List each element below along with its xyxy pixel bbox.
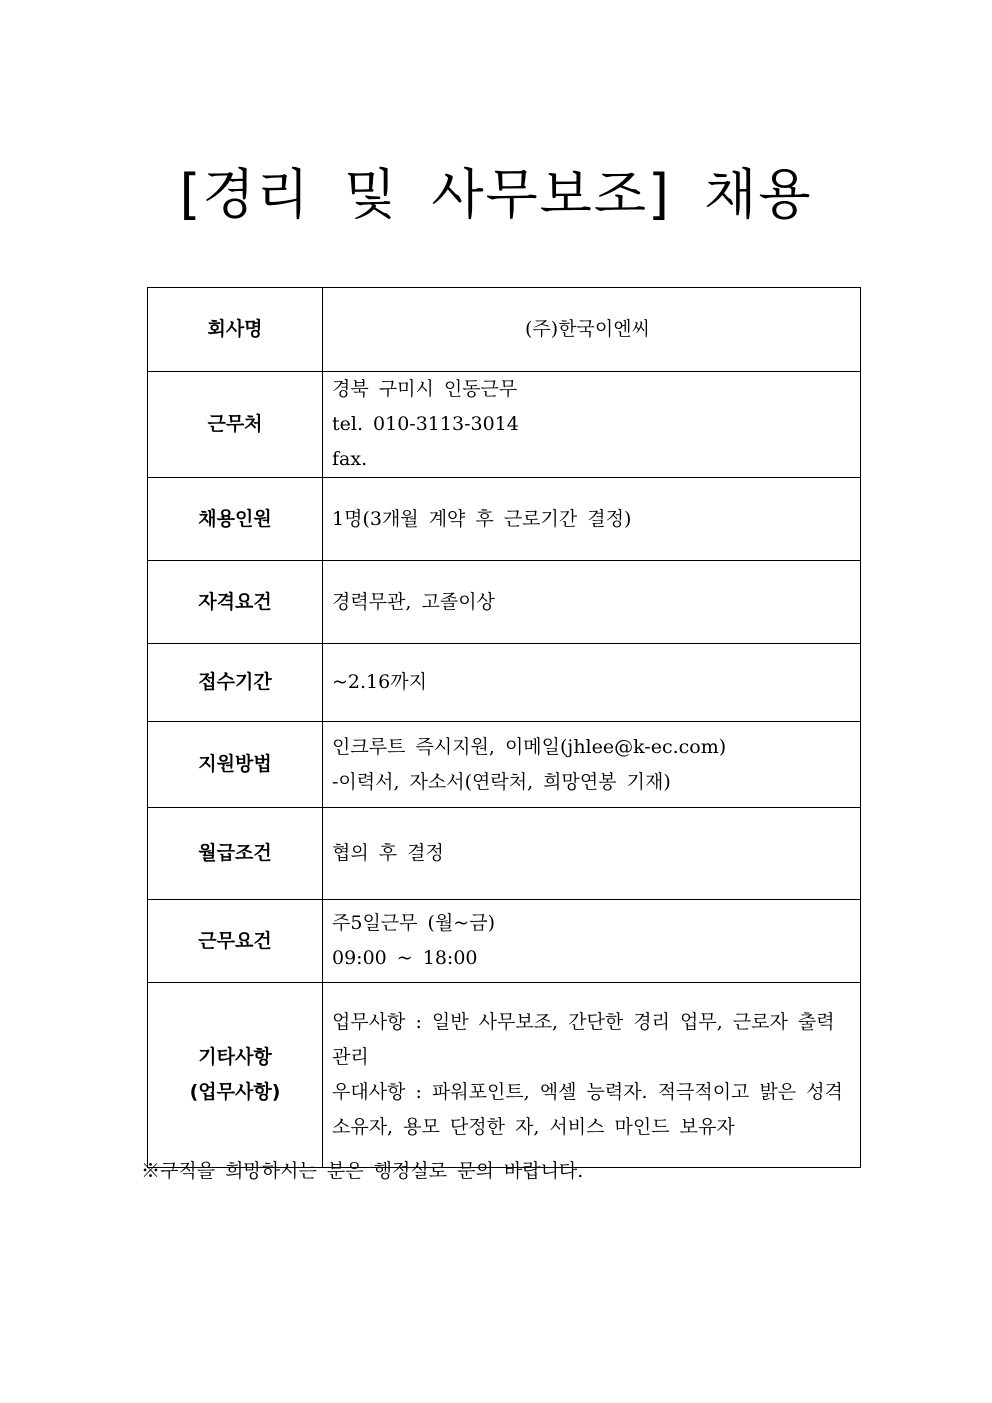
row-label-workplace: 근무처 bbox=[148, 372, 323, 478]
workplace-tel: tel. 010-3113-3014 bbox=[332, 413, 519, 435]
table-row bbox=[148, 478, 861, 561]
apply-method-line: 인크루트 즉시지원, 이메일(jhlee@k-ec.com) bbox=[332, 735, 727, 758]
row-label-qualification: 자격요건 bbox=[148, 561, 323, 644]
company-name: (주)한국이엔씨 bbox=[525, 318, 650, 340]
other-label-sub: (업무사항) bbox=[189, 1081, 281, 1103]
row-value-workplace bbox=[323, 372, 861, 478]
row-label-period: 접수기간 bbox=[148, 644, 323, 722]
page-title: [경리 및 사무보조] 채용 bbox=[179, 163, 813, 226]
row-value-salary bbox=[323, 808, 861, 900]
row-label-salary: 월급조건 bbox=[148, 808, 323, 900]
salary-text: 협의 후 결정 bbox=[332, 842, 444, 864]
duties-text: 업무사항 : 일반 사무보조, 간단한 경리 업무, 근로자 출력 관리 bbox=[332, 1011, 835, 1068]
table-row bbox=[148, 288, 861, 372]
row-value-headcount bbox=[323, 478, 861, 561]
row-label-apply-method: 지원방법 bbox=[148, 722, 323, 808]
row-value-company bbox=[323, 288, 861, 372]
qualification-text: 경력무관, 고졸이상 bbox=[332, 590, 495, 613]
table-row bbox=[148, 722, 861, 808]
work-hours-line: 09:00 ~ 18:00 bbox=[332, 947, 478, 969]
recruitment-table bbox=[147, 287, 861, 1168]
period-text: ~2.16까지 bbox=[332, 671, 427, 693]
row-label-other bbox=[148, 983, 323, 1168]
row-label-headcount: 채용인원 bbox=[148, 478, 323, 561]
other-label: 기타사항 bbox=[198, 1046, 272, 1068]
row-label-company: 회사명 bbox=[148, 288, 323, 372]
row-value-period bbox=[323, 644, 861, 722]
table-row bbox=[148, 808, 861, 900]
row-value-qualification bbox=[323, 561, 861, 644]
table-row bbox=[148, 644, 861, 722]
workplace-location: 경북 구미시 인동근무 bbox=[332, 378, 518, 400]
footnote: ※구직을 희망하시는 분은 행정실로 문의 바랍니다. bbox=[141, 1160, 584, 1182]
apply-documents-line: -이력서, 자소서(연락처, 희망연봉 기재) bbox=[332, 770, 671, 793]
preferences-text: 우대사항 : 파워포인트, 엑셀 능력자. 적극적이고 밝은 성격 소유자, 용모 단정한 자, 서비스 마인드 보유자 bbox=[332, 1081, 843, 1138]
workplace-fax: fax. bbox=[332, 448, 368, 470]
row-label-work-conditions: 근무요건 bbox=[148, 900, 323, 983]
table-row bbox=[148, 372, 861, 478]
table-row bbox=[148, 900, 861, 983]
table-row bbox=[148, 983, 861, 1168]
row-value-work-conditions bbox=[323, 900, 861, 983]
work-days-line: 주5일근무 (월~금) bbox=[332, 912, 495, 934]
row-value-apply-method bbox=[323, 722, 861, 808]
row-value-other bbox=[323, 983, 861, 1168]
table-row bbox=[148, 561, 861, 644]
headcount-text: 1명(3개월 계약 후 근로기간 결정) bbox=[332, 507, 632, 530]
